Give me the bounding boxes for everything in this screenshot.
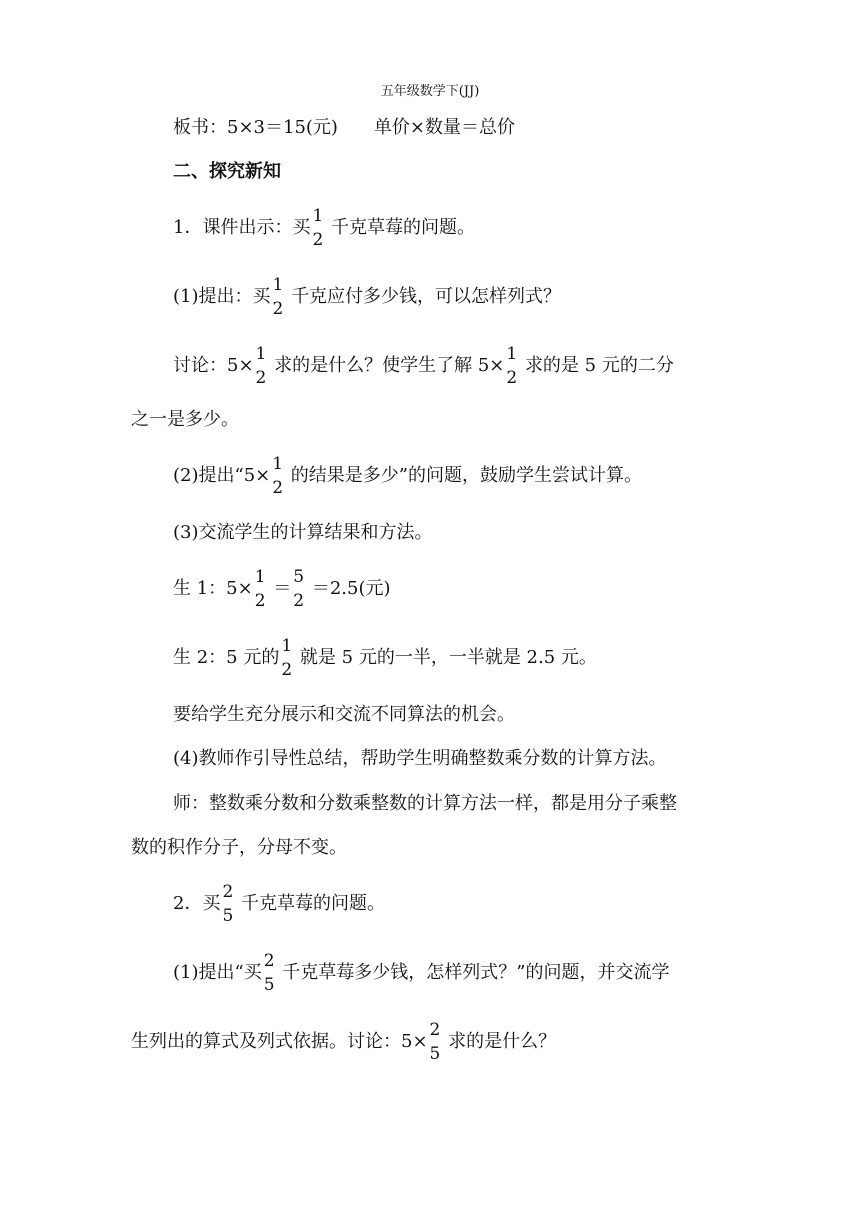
paragraph-item-2 (173, 880, 385, 928)
text: 千克草莓的问题。 (241, 893, 386, 914)
fraction-numerator: 1 (254, 567, 266, 587)
text: 之一是多少。 (131, 409, 239, 430)
fraction-numerator: 5 (293, 567, 305, 587)
fraction-numerator: 2 (263, 951, 275, 971)
fraction-numerator: 1 (281, 636, 293, 656)
fraction-denominator: 2 (272, 299, 284, 319)
heading-text: 二、探究新知 (173, 161, 281, 182)
text: 生 1：5× (173, 578, 253, 599)
paragraph-sub-1 (173, 273, 561, 321)
fraction-denominator: 5 (429, 1044, 441, 1064)
section-heading (173, 160, 281, 184)
fraction-one-half (255, 565, 266, 613)
text: 求的是 5 元的二分 (524, 355, 674, 376)
fraction-one-half (312, 204, 323, 252)
fraction-two-fifths (430, 1018, 441, 1066)
fraction-denominator: 2 (254, 591, 266, 611)
fraction-denominator: 2 (281, 660, 293, 680)
text: 数的积作分子，分母不变。 (131, 837, 347, 858)
fraction-numerator: 1 (312, 206, 324, 226)
text: (1)提出“买 (173, 962, 262, 983)
fraction-two-fifths (264, 949, 275, 997)
fraction-numerator: 1 (506, 344, 518, 364)
fraction-numerator: 1 (255, 344, 267, 364)
fraction-one-half (273, 273, 284, 321)
paragraph-sub-4 (173, 747, 667, 771)
fraction-denominator: 2 (255, 368, 267, 388)
fraction-numerator: 2 (222, 882, 234, 902)
fraction-denominator: 2 (506, 368, 518, 388)
paragraph-continuation-2 (131, 1018, 556, 1066)
paragraph-sub-2 (173, 452, 642, 500)
text: 1．课件出示：买 (173, 217, 311, 238)
text: 的结果是多少”的问题，鼓励学生尝试计算。 (290, 465, 642, 486)
student-answer-2 (173, 634, 597, 682)
teacher-summary (173, 792, 677, 816)
text: 师：整数乘分数和分数乘整数的计算方法一样，都是用分子乘整 (173, 793, 677, 814)
fraction-two-fifths (222, 880, 233, 928)
fraction-five-halves (293, 565, 304, 613)
text: 生列出的算式及列式依据。讨论：5× (131, 1031, 428, 1052)
paragraph-note (173, 703, 515, 727)
page-header: 五年级数学下(JJ) (380, 84, 480, 99)
text: 千克草莓多少钱，怎样列式？”的问题，并交流学 (282, 962, 670, 983)
paragraph-discussion (173, 342, 674, 390)
text: (4)教师作引导性总结，帮助学生明确整数乘分数的计算方法。 (173, 748, 667, 769)
text: 求的是什么？使学生了解 5× (274, 355, 505, 376)
fraction-one-half (272, 452, 283, 500)
fraction-denominator: 5 (263, 975, 275, 995)
student-answer-1 (173, 565, 391, 613)
text: 讨论：5× (173, 355, 254, 376)
fraction-one-half (281, 634, 292, 682)
text: 千克草莓的问题。 (331, 217, 476, 238)
fraction-numerator: 2 (429, 1020, 441, 1040)
text: 板书：5×3＝15(元) 单价×数量＝总价 (173, 117, 516, 138)
blackboard-line (173, 116, 515, 140)
text: 生 2：5 元的 (173, 647, 280, 668)
fraction-denominator: 2 (272, 478, 284, 498)
text: 要给学生充分展示和交流不同算法的机会。 (173, 704, 515, 725)
fraction-numerator: 1 (272, 275, 284, 295)
teacher-summary-continuation (131, 836, 347, 860)
fraction-numerator: 1 (272, 454, 284, 474)
text: ＝ (273, 578, 292, 599)
text: 求的是什么？ (448, 1031, 557, 1052)
text: (3)交流学生的计算结果和方法。 (173, 522, 433, 543)
fraction-one-half (506, 342, 517, 390)
fraction-one-half (256, 342, 267, 390)
text: 2．买 (173, 893, 221, 914)
text: (1)提出：买 (173, 286, 271, 307)
paragraph-sub-3 (173, 521, 433, 545)
text: 就是 5 元的一半，一半就是 2.5 元。 (299, 647, 597, 668)
text: (2)提出“5× (173, 465, 271, 486)
text: ＝2.5(元) (311, 578, 391, 599)
text: 千克应付多少钱，可以怎样列式？ (291, 286, 562, 307)
fraction-denominator: 2 (312, 230, 324, 250)
fraction-denominator: 5 (222, 906, 234, 926)
paragraph-continuation (131, 408, 239, 432)
paragraph-sub-5 (173, 949, 669, 997)
fraction-denominator: 2 (293, 591, 305, 611)
paragraph-item-1 (173, 204, 475, 252)
